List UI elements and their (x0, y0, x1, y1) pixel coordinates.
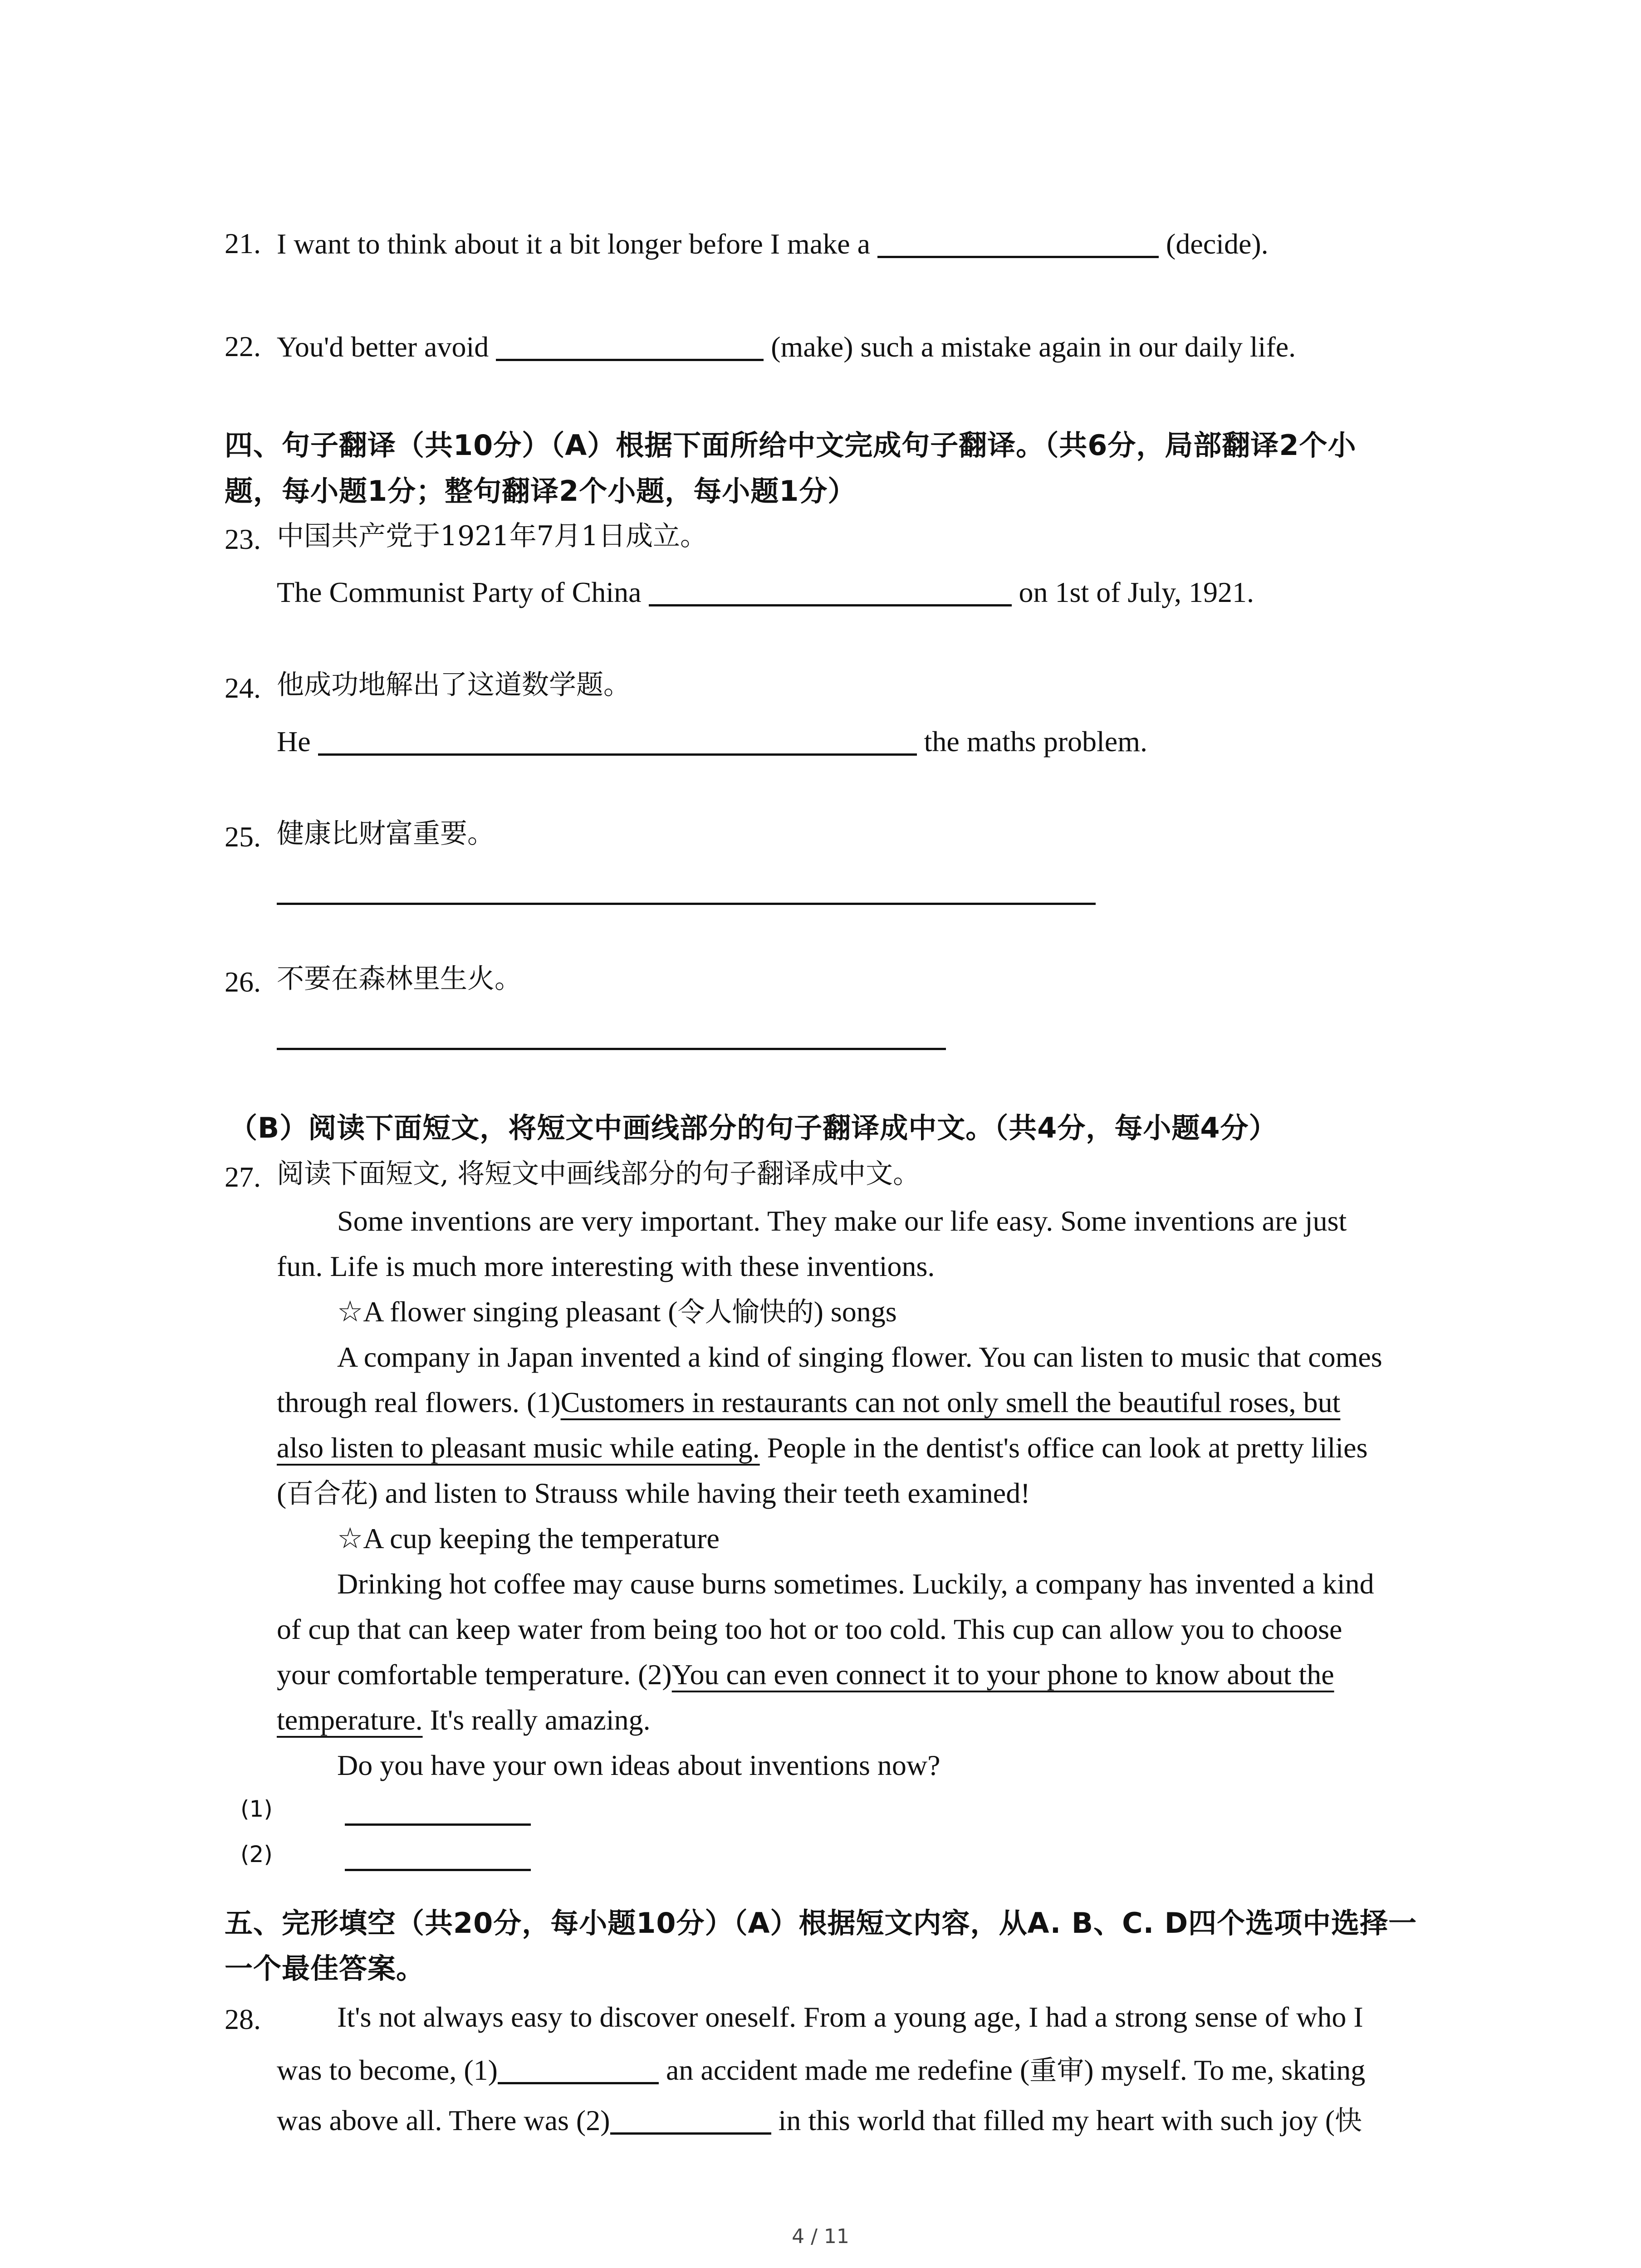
question-number: 28. (225, 2003, 261, 2035)
answer-blank[interactable] (877, 227, 1159, 258)
passage-line: Drinking hot coffee may cause burns sometimes. Luckily, a company has invented a kind (337, 1568, 1374, 1600)
underlined-sentence-1: Customers in restaurants can not only smell the beautiful roses, but (560, 1386, 1341, 1418)
underlined-sentence-2-cont: temperature. (277, 1704, 423, 1736)
cloze-blank-1[interactable] (498, 2053, 659, 2084)
question-number: 23. (225, 523, 261, 555)
passage-line: fun. Life is much more interesting with these inventions. (277, 1250, 935, 1282)
passage-line: also listen to pleasant music while eating. People in the dentist's office can look at pretty lilies (277, 1432, 1368, 1464)
question-number: 21. (225, 227, 261, 259)
passage-line: Some inventions are very important. They make our life easy. Some inventions are just (337, 1205, 1347, 1237)
question-24-chinese: 他成功地解出了这道数学题。 (277, 669, 631, 701)
passage-line: (百合花) and listen to Strauss while having their teeth examined! (277, 1477, 1030, 1510)
passage-line: your comfortable temperature. (2)You can even connect it to your phone to know about the (277, 1658, 1334, 1691)
section-b-heading: （B）阅读下面短文，将短文中画线部分的句子翻译成中文。（共4分，每小题4分） (229, 1111, 1278, 1144)
section-5-heading: 五、完形填空（共20分，每小题10分）（A）根据短文内容，从A. B、C. D四个选项中选择一 (225, 1906, 1417, 1940)
passage-line: Do you have your own ideas about inventions now? (337, 1749, 941, 1781)
passage-line: was above all. There was (2) in this world that filled my heart with such joy (快 (277, 2104, 1362, 2137)
question-25-chinese: 健康比财富重要。 (277, 818, 495, 850)
question-26-chinese: 不要在森林里生火。 (277, 963, 522, 995)
passage-line: It's not always easy to discover oneself. From a young age, I had a strong sense of who I (337, 2001, 1363, 2033)
answer-blank[interactable] (496, 330, 764, 361)
passage-subheading-cup: ☆A cup keeping the temperature (337, 1522, 720, 1554)
answer-blank[interactable] (649, 575, 1012, 606)
answer-label-1: (1) (240, 1796, 273, 1822)
answer-line[interactable] (277, 1048, 946, 1050)
passage-line: of cup that can keep water from being too hot or too cold. This cup can allow you to choose (277, 1613, 1342, 1645)
page-number: 4 / 11 (792, 2225, 849, 2248)
section-4-heading-cont: 题，每小题1分；整句翻译2个小题，每小题1分） (225, 474, 857, 508)
question-22: You'd better avoid (make) such a mistake again in our daily life. (277, 331, 1296, 363)
answer-blank[interactable] (318, 724, 917, 756)
passage-line: A company in Japan invented a kind of singing flower. You can listen to music that comes (337, 1341, 1382, 1373)
underlined-sentence-1-cont: also listen to pleasant music while eating. (277, 1432, 760, 1464)
answer-line[interactable] (277, 903, 1096, 905)
underlined-sentence-2: You can even connect it to your phone to know about the (671, 1658, 1334, 1691)
question-number: 25. (225, 821, 261, 853)
passage-line: was to become, (1) an accident made me redefine (重审) myself. To me, skating (277, 2054, 1366, 2087)
answer-line-1[interactable] (345, 1823, 531, 1826)
section-4-heading: 四、句子翻译（共10分）（A）根据下面所给中文完成句子翻译。（共6分，局部翻译2个小 (225, 429, 1357, 462)
cloze-blank-2[interactable] (610, 2103, 771, 2135)
question-number: 27. (225, 1161, 261, 1193)
question-23-chinese: 中国共产党于1921年7月1日成立。 (277, 520, 708, 552)
section-5-heading-cont: 一个最佳答案。 (225, 1952, 425, 1985)
question-number: 26. (225, 966, 261, 998)
question-number: 22. (225, 330, 261, 362)
question-27-instruction: 阅读下面短文, 将短文中画线部分的句子翻译成中文。 (277, 1158, 921, 1190)
question-number: 24. (225, 672, 261, 704)
passage-subheading-flower: ☆A flower singing pleasant (令人愉快的) songs (337, 1295, 897, 1328)
answer-label-2: (2) (240, 1841, 273, 1867)
question-23-english: The Communist Party of China on 1st of July, 1921. (277, 576, 1254, 608)
passage-line: through real flowers. (1)Customers in restaurants can not only smell the beautiful roses, but (277, 1386, 1341, 1418)
answer-line-2[interactable] (345, 1869, 531, 1871)
question-21: I want to think about it a bit longer before I make a (decide). (277, 228, 1269, 260)
question-24-english: He the maths problem. (277, 725, 1147, 758)
passage-line: temperature. It's really amazing. (277, 1704, 651, 1736)
